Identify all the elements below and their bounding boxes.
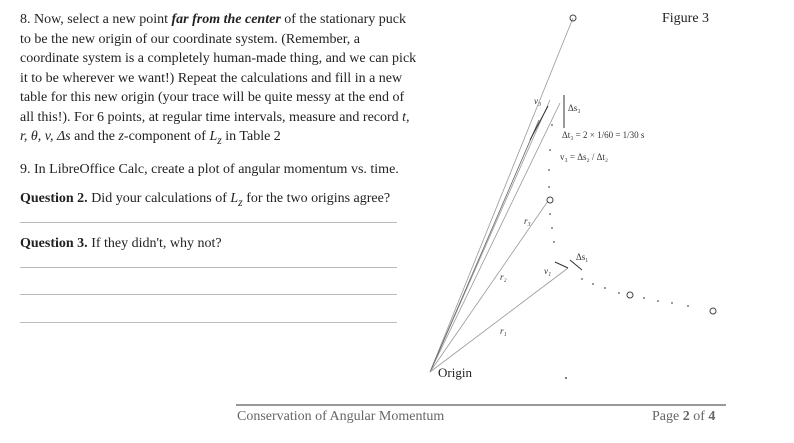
worksheet-text-column [20, 10, 418, 323]
r3-label: r₃ [524, 216, 531, 226]
L: L [209, 129, 218, 144]
text: 8. Now, select a new point [20, 12, 172, 27]
r1-label: r₁ [500, 326, 507, 336]
text: Page [652, 409, 683, 424]
text: in Table 2 [221, 129, 281, 144]
footer-title: Conservation of Angular Momentum [237, 409, 445, 424]
item-8-text [20, 10, 418, 150]
question-label: Question 3. [20, 236, 88, 252]
answer-line[interactable] [20, 222, 397, 223]
emphasis: far from the center [171, 12, 281, 27]
v3-label: v₃ [534, 96, 542, 106]
total-pages: 4 [708, 409, 716, 424]
text: If they didn't, why not? [87, 236, 222, 252]
page-number [652, 409, 715, 425]
z: z [118, 129, 124, 144]
origin-label: Origin [438, 365, 472, 380]
current-page: 2 [682, 409, 690, 424]
v1-label: v₁ [544, 266, 552, 276]
ds3-label: Δs₃ [568, 103, 581, 113]
v1-arrow [555, 262, 568, 268]
sub: z [217, 133, 222, 147]
figure-title: Figure 3 [662, 11, 710, 26]
text: Did your calculations of [87, 190, 231, 206]
v3-arrow [530, 106, 548, 140]
text: -component of [123, 129, 210, 144]
question-2 [20, 189, 418, 212]
text: of [689, 409, 709, 424]
sub: z [238, 195, 243, 209]
text: of the stationary puck to be the new origin of our coordinate system. (Remember, a coordinate system is a completely human-made thing, and we can pick it to be wherever we want!) Repeat the calculations and fill in a new table for this new origin (your trace will be quite messy at the end of all this!). For 6 points, at regular time intervals, measure and record [20, 12, 417, 125]
ds1-label: Δs₁ [576, 252, 589, 262]
L: L [230, 190, 239, 206]
answer-line[interactable] [20, 294, 397, 295]
question-3 [20, 234, 418, 254]
variables: t, r, θ, v, Δs [20, 109, 410, 144]
question-label: Question 2. [20, 190, 88, 206]
figure-3-diagram [420, 0, 720, 400]
answer-line[interactable] [20, 322, 397, 323]
text: and the [70, 129, 119, 144]
r2-label: r₂ [500, 272, 507, 282]
footer-divider [236, 404, 726, 406]
radius-lines [430, 18, 573, 372]
trace-dots [547, 15, 716, 379]
dt3-equation: Δt₃ = 2 × 1/60 = 1/30 s [562, 130, 645, 140]
text: for the two origins agree? [242, 190, 391, 206]
answer-line[interactable] [20, 267, 397, 268]
item-9-text: 9. In LibreOffice Calc, create a plot of angular momentum vs. time. [20, 162, 399, 178]
v3-equation: v₃ = Δs₂ / Δt₂ [560, 152, 609, 162]
